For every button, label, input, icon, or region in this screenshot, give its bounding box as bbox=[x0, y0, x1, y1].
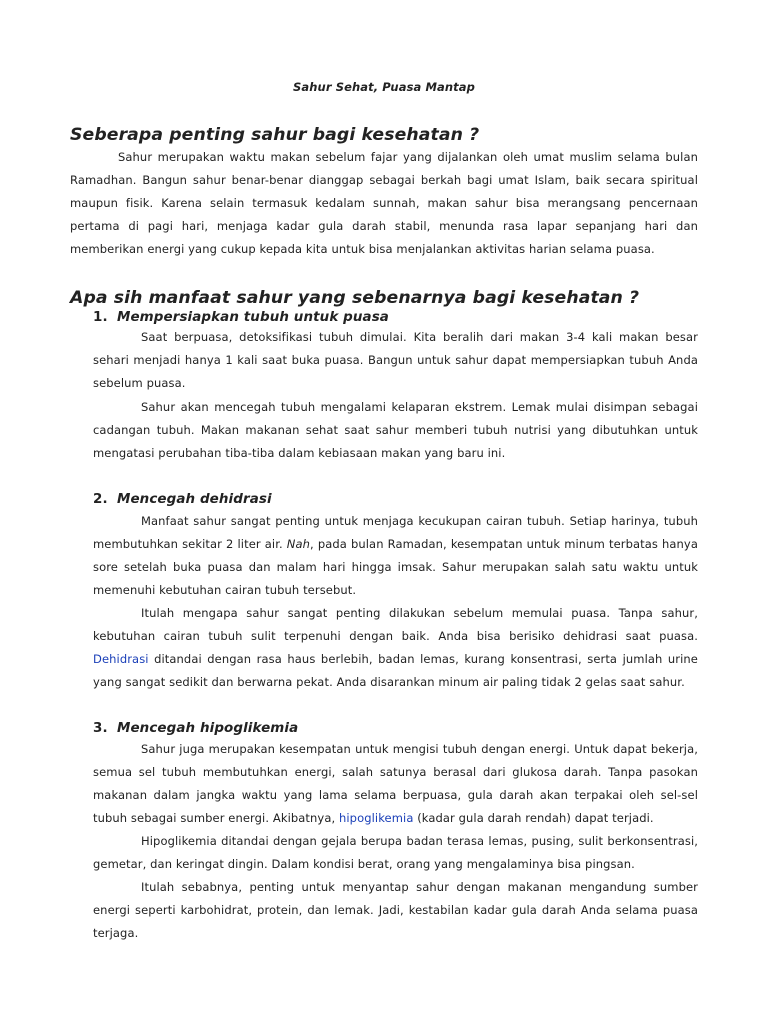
paragraph-item3-conclusion: Itulah sebabnya, penting untuk menyantap sahur dengan makanan mengandung sumber energi seperti karbohidrat, protein, dan lemak. Jadi, kestabilan kadar gula darah Anda selama puasa terjaga. bbox=[93, 880, 698, 940]
list-item-heading-3 bbox=[93, 721, 298, 736]
paragraph-item2-fluids: Manfaat sahur sangat penting untuk menjaga kecukupan cairan tubuh. Setiap harinya, tubuh membutuhkan sekitar 2 liter air. Nah, pada bulan Ramadan, kesempatan untuk minum terbatas hanya sore setelah buka puasa dan malam hari hingga imsak. Sahur merupakan salah satu waktu untuk memenuhi kebutuhan cairan tubuh tersebut. bbox=[93, 514, 698, 597]
list-item-title: Mencegah hipoglikemia bbox=[117, 721, 299, 736]
list-item-heading-1 bbox=[93, 310, 389, 325]
paragraph-item2-dehydration: Itulah mengapa sahur sangat penting dilakukan sebelum memulai puasa. Tanpa sahur, kebutuhan cairan tubuh sulit terpenuhi dengan baik. Anda bisa berisiko dehidrasi saat puasa. Dehidrasi ditandai dengan rasa haus berlebih, badan lemas, kurang konsentrasi, serta jumlah urine yang sangat sedikit dan berwarna pekat. Anda disarankan minum air paling tidak 2 gelas saat sahur. bbox=[93, 606, 698, 689]
list-item-title: Mencegah dehidrasi bbox=[117, 492, 272, 507]
document-title: Sahur Sehat, Puasa Mantap bbox=[293, 80, 475, 94]
list-item-title: Mempersiapkan tubuh untuk puasa bbox=[117, 310, 389, 325]
hipoglikemia-link[interactable]: hipoglikemia bbox=[338, 811, 414, 825]
dehidrasi-link[interactable]: Dehidrasi bbox=[93, 652, 149, 666]
paragraph-item1-hunger: Sahur akan mencegah tubuh mengalami kelaparan ekstrem. Lemak mulai disimpan sebagai cadangan tubuh. Makan makanan sehat saat sahur memberi tubuh nutrisi yang dibutuhkan untuk mengatasi perubahan tiba-tiba dalam kebiasaan makan yang baru ini. bbox=[93, 400, 698, 460]
section-heading-importance: Seberapa penting sahur bagi kesehatan ? bbox=[70, 125, 480, 145]
paragraph-item1-detox: Saat berpuasa, detoksifikasi tubuh dimulai. Kita beralih dari makan 3-4 kali makan besar sehari menjadi hanya 1 kali saat buka puasa. Bangun untuk sahur dapat mempersiapkan tubuh Anda sebelum puasa. bbox=[93, 330, 698, 390]
list-number: 3. bbox=[93, 721, 108, 736]
list-number: 1. bbox=[93, 310, 108, 325]
italic-word: Nah bbox=[286, 537, 311, 551]
paragraph-item3-symptoms: Hipoglikemia ditandai dengan gejala berupa badan terasa lemas, pusing, sulit berkonsentrasi, gemetar, dan keringat dingin. Dalam kondisi berat, orang yang mengalaminya bisa pingsan. bbox=[93, 834, 698, 871]
paragraph-item3-energy: Sahur juga merupakan kesempatan untuk mengisi tubuh dengan energi. Untuk dapat bekerja, semua sel tubuh membutuhkan energi, salah satunya berasal dari glukosa darah. Tanpa pasokan makanan dalam jangka waktu yang lama selama berpuasa, gula darah akan terpakai oleh sel-sel tubuh sebagai sumber energi. Akibatnya, hipoglikemia (kadar gula darah rendah) dapat terjadi. bbox=[93, 742, 698, 825]
section-heading-benefits: Apa sih manfaat sahur yang sebenarnya bagi kesehatan ? bbox=[70, 288, 640, 308]
paragraph-sahur-intro: Sahur merupakan waktu makan sebelum fajar yang dijalankan oleh umat muslim selama bulan Ramadhan. Bangun sahur benar-benar dianggap sebagai berkah bagi umat Islam, baik secara spiritual maupun fisik. Karena selain termasuk kedalam sunnah, makan sahur bisa merangsang pencernaan pertama di pagi hari, menjaga kadar gula darah stabil, menunda rasa lapar sepanjang hari dan memberikan energi yang cukup kepada kita untuk bisa menjalankan aktivitas harian selama puasa. bbox=[70, 150, 698, 256]
list-number: 2. bbox=[93, 492, 108, 507]
list-item-heading-2 bbox=[93, 492, 272, 507]
